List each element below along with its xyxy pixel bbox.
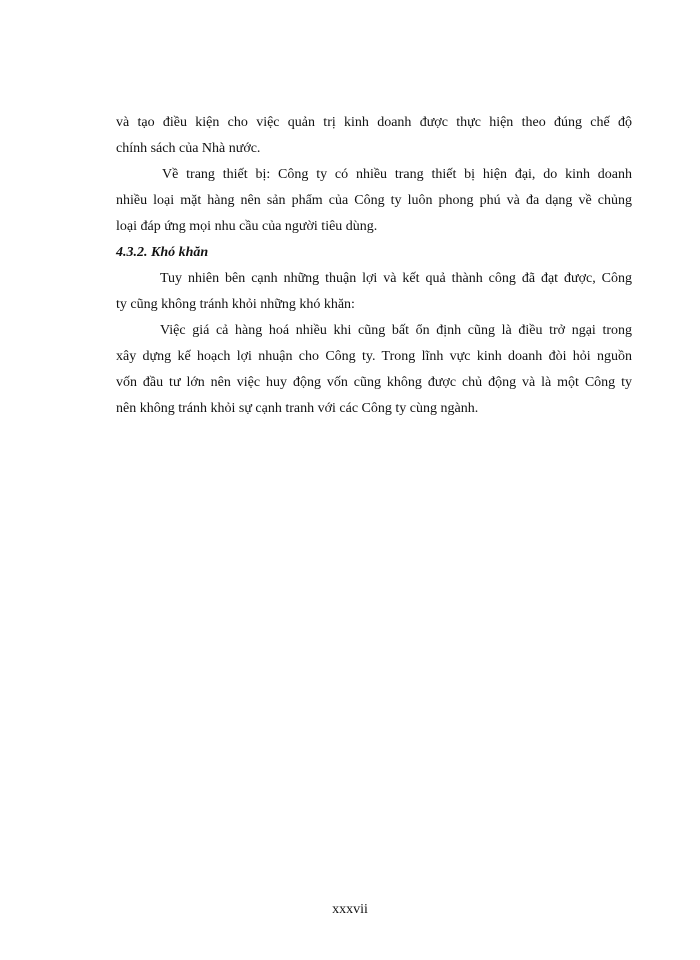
text-line: xây dựng kế hoạch lợi nhuận cho Công ty. Trong lĩnh vực kinh doanh đòi hỏi nguồn xyxy=(116,349,632,364)
paragraph-difficulties-intro xyxy=(116,266,632,318)
paragraph-equipment xyxy=(116,162,632,240)
text-line: và tạo điều kiện cho việc quản trị kinh doanh được thực hiện theo đúng chế độ xyxy=(116,115,632,130)
page-number: xxxvii xyxy=(332,902,368,917)
text-line: Tuy nhiên bên cạnh những thuận lợi và kết quả thành công đã đạt được, Công xyxy=(160,271,632,286)
text-line: Về trang thiết bị: Công ty có nhiều trang thiết bị hiện đại, do kinh doanh xyxy=(162,167,632,182)
paragraph-regulations xyxy=(116,110,632,162)
section-heading: 4.3.2. Khó khăn xyxy=(116,245,209,260)
page-body xyxy=(116,110,632,422)
text-line: loại đáp ứng mọi nhu cầu của người tiêu dùng. xyxy=(116,219,378,234)
text-line: ty cũng không tránh khỏi những khó khăn: xyxy=(116,297,355,312)
text-line: nên không tránh khỏi sự cạnh tranh với các Công ty cùng ngành. xyxy=(116,401,479,416)
text-line: Việc giá cả hàng hoá nhiều khi cũng bất ổn định cũng là điều trở ngại trong xyxy=(160,323,632,338)
paragraph-difficulties-detail xyxy=(116,318,632,422)
text-line: chính sách của Nhà nước. xyxy=(116,141,261,156)
text-line: nhiều loại mặt hàng nên sản phẩm của Công ty luôn phong phú và đa dạng về chủng xyxy=(116,193,632,208)
text-line: vốn đầu tư lớn nên việc huy động vốn cũng không được chủ động và là một Công ty xyxy=(116,375,632,390)
